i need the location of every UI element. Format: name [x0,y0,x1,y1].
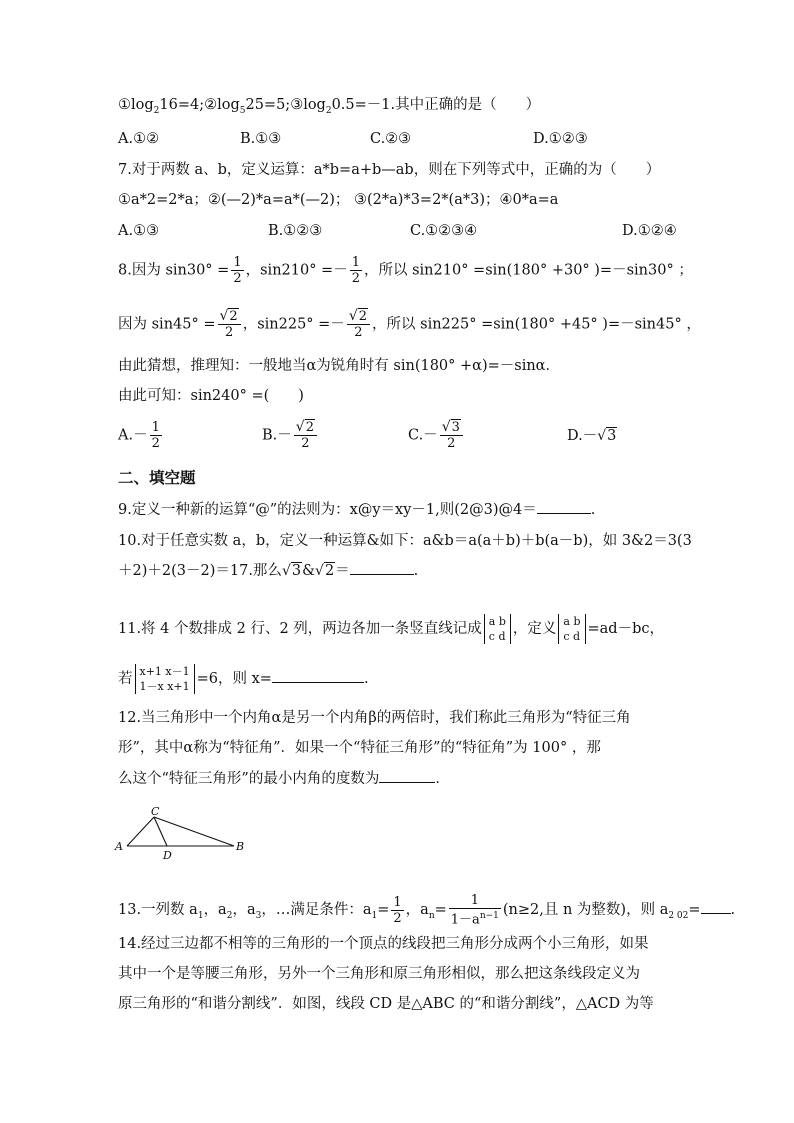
superscript: n−1 [479,911,499,921]
q10-text: ＋2)＋2(3－2)＝17.那么 [118,563,282,579]
determinant-row: c d [488,630,506,643]
q10-line-2: ＋2)＋2(3－2)＝17.那么√3&√2＝ . [118,560,418,581]
q13-text: ，a [232,902,256,919]
numerator: 1 [351,255,360,270]
subscript: n [428,911,435,922]
numerator: 1 [233,255,242,270]
q8-line-3: 由此猜想，推理知：一般地当α为锐角时有 sin(180° +α)=－sinα． [118,358,560,374]
side-ac [127,817,154,846]
q6-option-c: C.②③ [370,131,412,147]
subscript: 3 [255,911,262,922]
q11-text: =6，则 x= [196,671,272,687]
fraction [391,895,403,926]
q12-line-1: 12.当三角形中一个内角α是另一个内角β的两倍时，我们称此三角形为“特征三角 [118,710,631,726]
q6-sub-1: 2 [153,105,160,116]
side-cb [154,817,234,846]
option-label: D.－ [567,428,598,444]
fraction [218,309,241,340]
q6-statements [118,95,540,121]
determinant-row: x+1 x－1 [139,665,190,678]
q10-text: ＝ [335,563,350,579]
fraction [294,420,317,451]
q6-sub-2: 5 [239,105,246,116]
q6-sub-3: 2 [325,105,332,116]
q10-end: . [413,563,419,579]
denominator: 2 [294,435,317,451]
answer-blank [272,668,364,683]
fraction [440,420,463,451]
numerator: √2 [348,308,368,324]
q13-text: ，a [203,902,227,919]
point-label-d: D [163,849,172,862]
denominator-base: 1－a [450,912,480,928]
q14-line-1: 14.经过三边都不相等的三角形的一个顶点的线段把三角形分成两个小三角形，如果 [118,936,649,952]
q13-text: ，a [405,902,429,919]
q7-option-b: B.①②③ [268,223,323,239]
q8-text: ，sin225° =－ [242,316,345,333]
q8-text: ，所以 sin225° =sin(180° +45° )=－sin45° ， [372,316,701,333]
q9-text: 9.定义一种新的运算“@”的法则为：x@y＝xy－1,则(2@3)@4＝ [118,502,537,518]
fraction [231,255,243,286]
q13-text: = [377,902,390,919]
radicand: 3 [451,420,460,435]
denominator: 2 [351,271,360,286]
q6-option-b: B.①③ [240,131,282,147]
q8-option-a [118,420,164,451]
q6-text-2: 16=4;②log [159,97,240,113]
numerator: √3 [441,419,460,435]
q12-end: ． [435,771,450,787]
q6-option-a: A.①② [118,131,160,147]
q7-stem: 7.对于两数 a、b，定义运算：a*b=a+b—ab，则在下列等式中，正确的为（ ） [118,162,661,178]
option-label: A.－ [118,427,148,444]
answer-blank [537,499,591,514]
q6-option-d: D.①②③ [533,131,588,147]
radicand: 3 [291,563,302,579]
q14-line-3: 原三角形的“和谐分割线”．如图，线段 CD 是△ABC 的“和谐分割线”，△ACD 为等 [118,996,654,1012]
denominator: 2 [440,435,463,451]
denominator: 2 [347,324,370,340]
fraction [350,255,362,286]
vertex-label-b: B [236,840,245,853]
denominator [449,908,501,927]
q7-option-a: A.①③ [118,223,160,239]
q11-line-1 [118,614,664,644]
radicand: 2 [324,563,335,579]
q11-text: ，定义 [512,621,557,637]
q13-text: 13.一列数 a [118,902,198,919]
q8-text: 因为 sin45° = [118,316,216,333]
q9-end: . [590,502,596,518]
q9-line [118,499,595,520]
radicand: 2 [358,309,368,324]
subscript: 2 [226,911,233,922]
denominator: 2 [393,910,402,926]
answer-blank [701,899,731,914]
q11-text: 若 [118,671,133,687]
determinant-row: c d [563,630,581,643]
q7-statements: ①a*2=2*a；②(—2)*a=a*(—2)； ③(2*a)*3=2*(a*3)；④0*a=a [118,192,559,208]
q11-text: 11.将 4 个数排成 2 行、2 列，两边各加一条竖直线记成 [118,621,482,637]
q12-line-2: 形”，其中α称为“特征角”．如果一个“特征三角形”的“特征角”为 100° ，那 [118,740,601,756]
q6-text-1: ①log [118,97,154,113]
numerator: 1 [151,420,160,435]
denominator: 2 [233,271,242,286]
section-heading-fill-blank: 二、填空题 [118,468,196,487]
triangle-figure [112,804,248,862]
q7-option-c: C.①②③④ [410,223,478,239]
q8-option-b [262,420,319,451]
determinant-row: a b [563,615,581,628]
numerator: 1 [393,894,402,910]
q11-line-2 [118,664,369,694]
q8-line-4: 由此可知：sin240° =( ) [118,388,304,404]
option-label: B.－ [262,427,292,444]
q14-line-2: 其中一个是等腰三角形，另外一个三角形和原三角形相似，那么把这条线段定义为 [118,966,640,982]
radicand: 2 [229,309,238,324]
denominator: 2 [151,436,160,451]
vertex-label-c: C [151,805,160,818]
q8-line-1 [118,255,693,286]
q6-text-3: 25=5;③log [245,97,326,113]
determinant-row: 1－x x+1 [139,680,190,693]
q11-text: =ad－bc， [587,621,664,637]
q8-line-2 [118,309,701,340]
q8-text: ，sin210° =－ [245,262,348,279]
radicand: 3 [607,428,617,444]
vertex-label-a: A [115,840,123,853]
q7-option-d: D.①②④ [622,223,677,239]
determinant [484,614,511,644]
q10-line-1: 10.对于任意实数 a，b，定义一种运算&如下：a&b＝a(a＋b)＋b(a－b)，如 3&2＝3(3 [118,533,692,549]
fraction [347,309,370,340]
numerator: √2 [295,419,314,435]
subscript: 1 [371,911,378,922]
q13-text: = [688,902,701,919]
q13-end: . [730,902,736,919]
determinant [558,614,585,644]
determinant-row: a b [488,615,506,628]
numerator: 1 [470,893,479,908]
q8-option-c [408,420,465,451]
q8-text: 8.因为 sin30° = [118,262,230,279]
subscript: 1 [197,911,204,922]
radicand: 2 [305,420,314,435]
q6-text-4: 0.5=－1.其中正确的是（ ） [331,97,541,113]
q12-text: 么这个“特征三角形”的最小内角的度数为 [118,771,380,787]
option-label: C.－ [408,427,438,444]
q8-option-d: D.－√3 [567,428,617,444]
q12-line-3 [118,768,450,789]
q13-text: ，…满足条件：a [261,902,372,919]
answer-blank [379,768,435,783]
q8-text: ，所以 sin210° =sin(180° +30° )=－sin30° ； [364,262,693,279]
q11-end: . [363,671,369,687]
determinant [135,664,195,694]
subscript: 2 02 [668,911,689,922]
answer-blank [350,560,414,575]
q13-text: = [434,902,447,919]
fraction [449,893,501,927]
q13-text: (n≥2,且 n 为整数)，则 a [502,902,669,919]
denominator: 2 [218,324,241,340]
q13-line [118,893,735,927]
numerator: √2 [219,308,238,324]
q10-text: & [302,563,316,579]
fraction [150,420,162,451]
